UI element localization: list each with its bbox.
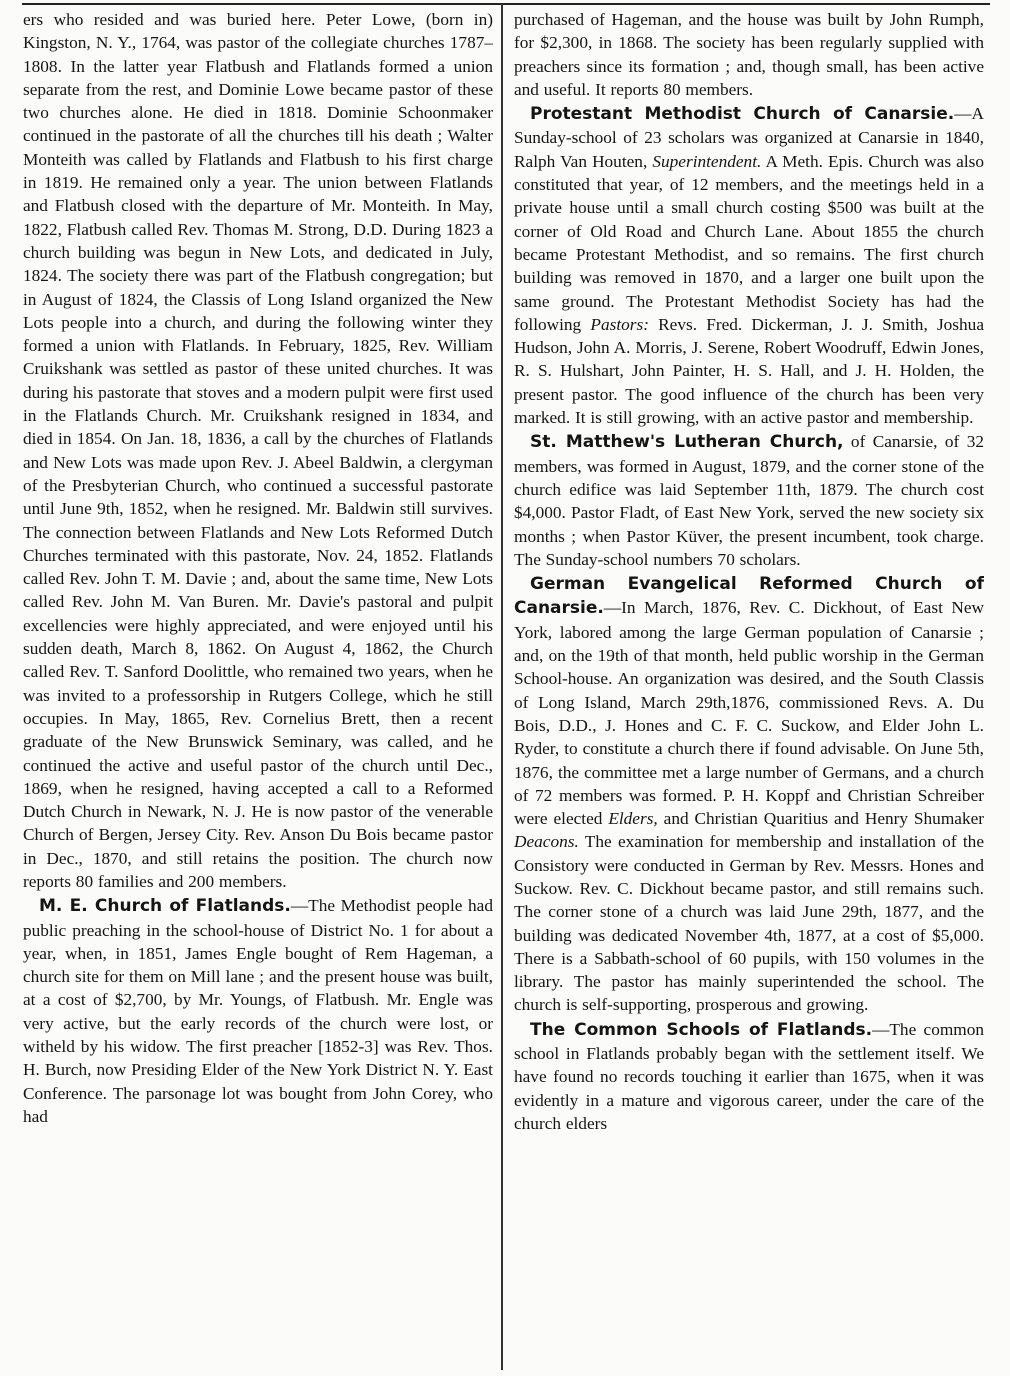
me-church-heading: M. E. Church of Flatlands. bbox=[39, 896, 291, 917]
pastors-term: Pastors: bbox=[590, 314, 649, 334]
protestant-methodist-body-3: Revs. Fred. Dickerman, J. J. Smith, Joshua Hudson, John A. Morris, J. Serene, Robert Woodruff, Edwin Jones, R. S. Hulshart, John Painter, H. S. Hall, and J. H. Holden, the present pastor. The good influence of the church has been very marked. It is still growing, with an active pastor and membership. bbox=[514, 314, 984, 428]
german-evangelical-body-2: and Christian Quaritius and Henry Shumaker bbox=[657, 809, 984, 829]
german-evangelical-paragraph bbox=[514, 572, 984, 1017]
common-schools-paragraph bbox=[514, 1018, 984, 1135]
protestant-methodist-body-2: A Meth. Epis. Church was also constituted that year, of 12 members, and the meetings held in a private house until a small church costing $500 was built at the corner of Old Road and Church Lane. About 1855 the church became Protestant Methodist, and so remains. The first church building was removed in 1870, and a larger one built upon the same ground. The Protestant Methodist Society has had the following bbox=[514, 151, 984, 334]
right-column bbox=[514, 8, 984, 1372]
left-column bbox=[23, 8, 493, 1372]
german-evangelical-heading: German Evangelical Reformed Church of Canarsie. bbox=[514, 574, 984, 619]
st-matthews-body: of Canarsie, of 32 members, was formed in August, 1879, and the corner stone of the church edifice was laid September 11th, 1879. The church cost $4,000. Pastor Fladt, of East New York, served the new society six months ; when Pastor Küver, the present incumbent, took charge. The Sunday-school numbers 70 scholars. bbox=[514, 432, 984, 569]
top-rule bbox=[22, 3, 990, 5]
common-schools-body: —The common school in Flatlands probably began with the settlement itself. We have found no records touching it earlier than 1675, when it was evidently in a mature and vigorous career, under the care of the church elders bbox=[514, 1019, 984, 1133]
column-divider bbox=[501, 3, 503, 1370]
superintendent-term: Superintendent. bbox=[652, 151, 762, 171]
flatlands-reformed-history-paragraph: ers who resided and was buried here. Peter Lowe, (born in) Kingston, N. Y., 1764, was pastor of the collegiate churches 1787–1808. In the latter year Flatbush and Flatlands formed a union separate from the rest, and Dominie Lowe became pastor of these two churches alone. He died in 1818. Dominie Schoonmaker continued in the pastorate of all the churches till his death ; Walter Monteith was called by Flatlands and Flatbush to his first charge in 1819. He remained only a year. The union between Flatlands and Flatbush closed with the departure of Mr. Monteith. In May, 1822, Flatbush called Rev. Thomas M. Strong, D.D. During 1823 a church building was begun in New Lots, and dedicated in July, 1824. The society there was part of the Flatbush congregation; but in August of 1824, the Classis of Long Island organized the New Lots people into a church, and during the following winter they formed a union with Flatlands. In February, 1825, Rev. William Cruikshank was settled as pastor of these united churches. It was during his pastorate that stoves and a modern pulpit were first used in the Flatlands Church. Mr. Cruikshank resigned in 1834, and died in 1854. On Jan. 18, 1836, a call by the churches of Flatlands and New Lots was made upon Rev. J. Abeel Baldwin, a clergyman of the Presbyterian Church, who continued a successful pastorate until June 9th, 1852, when he resigned. Mr. Baldwin still survives. The connection between Flatlands and New Lots Reformed Dutch Churches terminated with this pastorate, Nov. 24, 1852. Flatlands called Rev. John T. M. Davie ; and, about the same time, New Lots called Rev. John M. Van Buren. Mr. Davie's pastoral and pulpit excellencies were highly appreciated, and were enjoyed until his sudden death, March 8, 1862. On August 4, 1862, the Church called Rev. T. Sanford Doolittle, who remained two years, when he was invited to a professorship in Rutgers College, which he still occupies. In May, 1865, Rev. Cornelius Brett, then a recent graduate of the New Brunswick Seminary, was called, and he continued the active and useful pastor of the church until Dec., 1869, when he resigned, having accepted a call to a Reformed Dutch Church in Newark, N. J. He is now pastor of the venerable Church of Bergen, Jersey City. Rev. Anson Du Bois became pastor in Dec., 1870, and still retains the position. The church now reports 80 families and 200 members. bbox=[23, 10, 493, 891]
protestant-methodist-paragraph bbox=[514, 102, 984, 429]
me-church-body: —The Methodist people had public preaching in the school-house of District No. 1 for about a year, when, in 1851, James Engle bought of Rem Hageman, a church site for them on Mill lane ; and the present house was built, at a cost of $2,700, by Mr. Youngs, of Flatbush. Mr. Engle was very active, but the early records of the church were lost, or witheld by his widow. The first preacher [1852-3] was Rev. Thos. H. Burch, now Presiding Elder of the New York District N. Y. East Conference. The parsonage lot was bought from John Corey, who had bbox=[23, 896, 493, 1126]
st-matthews-heading: St. Matthew's Lutheran Church, bbox=[530, 432, 844, 453]
common-schools-heading: The Common Schools of Flatlands. bbox=[530, 1019, 873, 1040]
me-church-paragraph bbox=[23, 894, 493, 1128]
elders-term: Elders, bbox=[608, 809, 658, 829]
protestant-methodist-heading: Protestant Methodist Church of Canarsie. bbox=[530, 104, 955, 125]
german-evangelical-body-3: The examination for membership and installation of the Consistory were conducted in German by Rev. Messrs. Hones and Suckow. Rev. C. Dickhout became pastor, and still remains such. The corner stone of a church was laid June 29th, 1877, and the building was dedicated November 4th, 1877, at a cost of $5,000. There is a Sabbath-school of 60 pupils, with 150 volumes in the library. The pastor has mainly superintended the school. The church is self-supporting, prosperous and growing. bbox=[514, 832, 984, 1015]
deacons-term: Deacons. bbox=[514, 832, 579, 852]
protestant-methodist-body-1: —A Sunday-school of 23 scholars was organized at Canarsie in 1840, Ralph Van Houten, bbox=[514, 104, 984, 171]
german-evangelical-body-1: —In March, 1876, Rev. C. Dickhout, of East New York, labored among the large German population of Canarsie ; and, on the 19th of that month, held public worship in the German School-house. An organization was desired, and the South Classis of Long Island, March 29th,1876, commissioned Revs. A. Du Bois, D.D., J. Hones and C. F. C. Suckow, and Elder John L. Ryder, to constitute a church there if found advisable. On June 5th, 1876, the committee met a large number of Germans, and a church of 72 members was formed. P. H. Koppf and Christian Schreiber were elected bbox=[514, 598, 984, 829]
st-matthews-paragraph bbox=[514, 430, 984, 571]
me-church-continuation-paragraph: purchased of Hageman, and the house was built by John Rumph, for $2,300, in 1868. The society has been regularly supplied with preachers since its formation ; and, though small, has been active and useful. It reports 80 members. bbox=[514, 10, 984, 99]
